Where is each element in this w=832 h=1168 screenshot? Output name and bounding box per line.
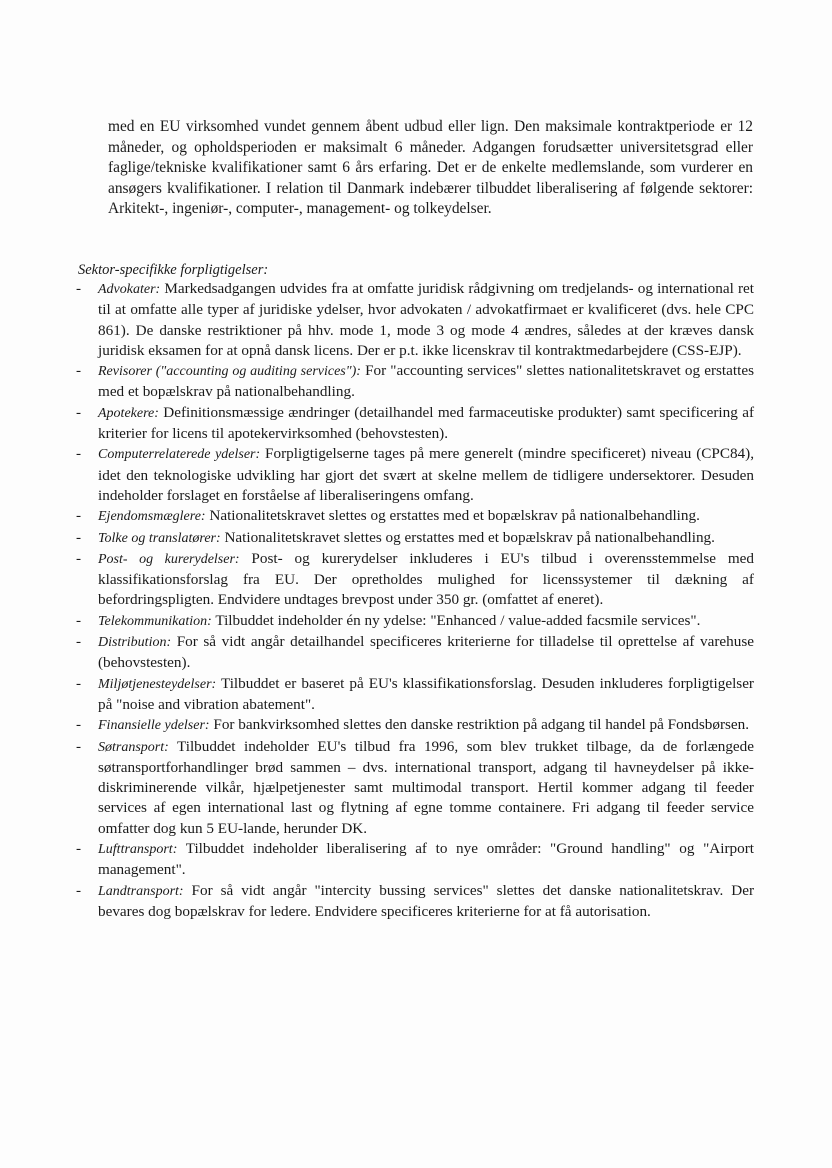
- obligations-list: [76, 279, 754, 922]
- item-text: Tilbuddet er baseret på EU's klassifikationsforslag. Desuden inkluderes forpligtigelser på "noise and vibration abatement".: [98, 674, 754, 713]
- item-term: Søtransport:: [98, 739, 169, 755]
- item-term: Computerrelaterede ydelser:: [98, 447, 261, 463]
- list-dash: -: [76, 445, 82, 463]
- item-text: Tilbuddet indeholder én ny ydelse: "Enhanced / value-added facsmile services".: [211, 611, 701, 629]
- item-term: Miljøtjenesteydelser:: [98, 676, 217, 692]
- item-term: Advokater:: [98, 282, 161, 297]
- list-item: [76, 361, 754, 403]
- list-dash: -: [76, 716, 82, 734]
- item-term: Landtransport:: [98, 883, 184, 899]
- section-heading: Sektor-specifikke forpligtigelser:: [78, 262, 269, 278]
- list-item: [76, 632, 754, 674]
- item-text: Nationalitetskravet slettes og erstattes med et bopælskrav på nationalbehandling.: [205, 507, 700, 525]
- item-text: For bankvirksomhed slettes den danske restriktion på adgang til handel på Fondsbørsen.: [209, 716, 750, 734]
- item-term: Revisorer ("accounting og auditing services"):: [98, 364, 361, 380]
- list-item: [76, 528, 754, 549]
- list-dash: -: [76, 280, 82, 297]
- item-text: For så vidt angår detailhandel specificeres kriterierne for tilladelse til oprettelse af varehuse (behovstesten).: [98, 633, 754, 672]
- list-dash: -: [76, 881, 82, 899]
- list-dash: -: [76, 362, 82, 380]
- item-term: Ejendomsmæglere:: [98, 509, 206, 525]
- item-text: Forpligtigelserne tages på mere generelt (mindre specificeret) niveau (CPC84), idet den teknologiske udvikling har gjort det svært at skelne mellem de tidligere undersektorer. Desuden indeholder forslaget en forståelse af liberaliseringens omfang.: [98, 445, 754, 504]
- list-item: [76, 715, 754, 736]
- list-dash: -: [76, 611, 82, 629]
- item-term: Tolke og translatører:: [98, 530, 221, 546]
- list-dash: -: [76, 840, 82, 858]
- list-item: [76, 674, 754, 716]
- item-term: Post- og kurerydelser:: [98, 551, 240, 567]
- item-text: Nationalitetskravet slettes og erstattes med et bopælskrav på nationalbehandling.: [220, 528, 715, 546]
- list-item: [76, 444, 754, 506]
- item-term: Apotekere:: [98, 405, 159, 421]
- list-item: [76, 506, 754, 527]
- item-text: Definitionsmæssige ændringer (detailhandel med farmaceutiske produkter) samt specificering af kriterier for licens til apotekervirksomhed (behovstesten).: [98, 403, 754, 443]
- list-item: [76, 549, 754, 611]
- item-term: Lufttransport:: [98, 842, 178, 858]
- item-text: Post- og kurerydelser inkluderes i EU's tilbud i overensstemmelse med klassifikationsforslag fra EU. Der opretholdes mulighed for licenssystemer til dækning af befordringspligten. Endvidere undtages brevpost under 350 gr. (omfattet af eneret).: [98, 549, 754, 609]
- intro-paragraph: med en EU virksomhed vundet gennem åbent udbud eller lign. Den maksimale kontraktperiode er 12 måneder, og opholdsperioden er maksimalt 6 måneder. Adgangen forudsætter universitetsgrad eller faglige/tekniske kvalifikationer samt 6 års erfaring. Det er de enkelte medlemslande, som vurderer en ansøgers kvalifikationer. I relation til Danmark indebærer tilbuddet liberalisering af følgende sektorer: Arkitekt-, ingeniør-, computer-, management- og tolkeydelser.: [108, 118, 753, 218]
- list-item: [76, 403, 754, 445]
- list-item: [76, 737, 754, 839]
- list-dash: -: [76, 633, 82, 651]
- item-text: Tilbuddet indeholder EU's tilbud fra 1996, som blev trukket tilbage, da de forlængede søtransportforhandlinger brød sammen – dvs. international transport, adgang til havneydelser på ikke-diskriminerende vilkår, hjælpetjenester samt multimodal transport. Hertil kommer adgang til feeder services af egen international last og flytning af egne tomme containere. Fri adgang til feeder service omfatter dog kun 5 EU-lande, herunder DK.: [98, 737, 754, 837]
- item-term: Finansielle ydelser:: [98, 718, 210, 734]
- list-dash: -: [76, 403, 82, 421]
- item-text: For "accounting services" slettes nationalitetskravet og erstattes med et bopælskrav på nationalbehandling.: [98, 362, 754, 401]
- item-term: Distribution:: [98, 635, 172, 651]
- item-text: Markedsadgangen udvides fra at omfatte juridisk rådgivning om tredjelands- og international ret til at omfatte alle typer af juridiske ydelser, hvor advokaten / advokatfirmaet er kvalificeret (dvs. hele CPC 861). De danske restriktioner på hhv. mode 1, mode 3 og mode 4 ændres, således at der kræves dansk juridisk eksamen for at opnå dansk licens. Der er p.t. ikke licenskrav til kontraktmedarbejdere (CSS-EJP).: [98, 280, 754, 359]
- list-item: [76, 839, 754, 881]
- item-text: Tilbuddet indeholder liberalisering af to nye områder: "Ground handling" og "Airport management".: [98, 840, 754, 879]
- list-item: [76, 881, 754, 923]
- list-dash: -: [76, 507, 82, 525]
- item-text: For så vidt angår "intercity bussing services" slettes det danske nationalitetskrav. Der bevares dog bopælskrav for ledere. Endvidere specificeres kriterierne for at få autorisation.: [98, 881, 754, 920]
- list-item: [76, 611, 754, 632]
- list-dash: -: [76, 674, 82, 692]
- item-term: Telekommunikation:: [98, 613, 212, 629]
- list-dash: -: [76, 549, 82, 567]
- list-dash: -: [76, 737, 82, 755]
- list-dash: -: [76, 528, 82, 546]
- list-item: [76, 279, 754, 361]
